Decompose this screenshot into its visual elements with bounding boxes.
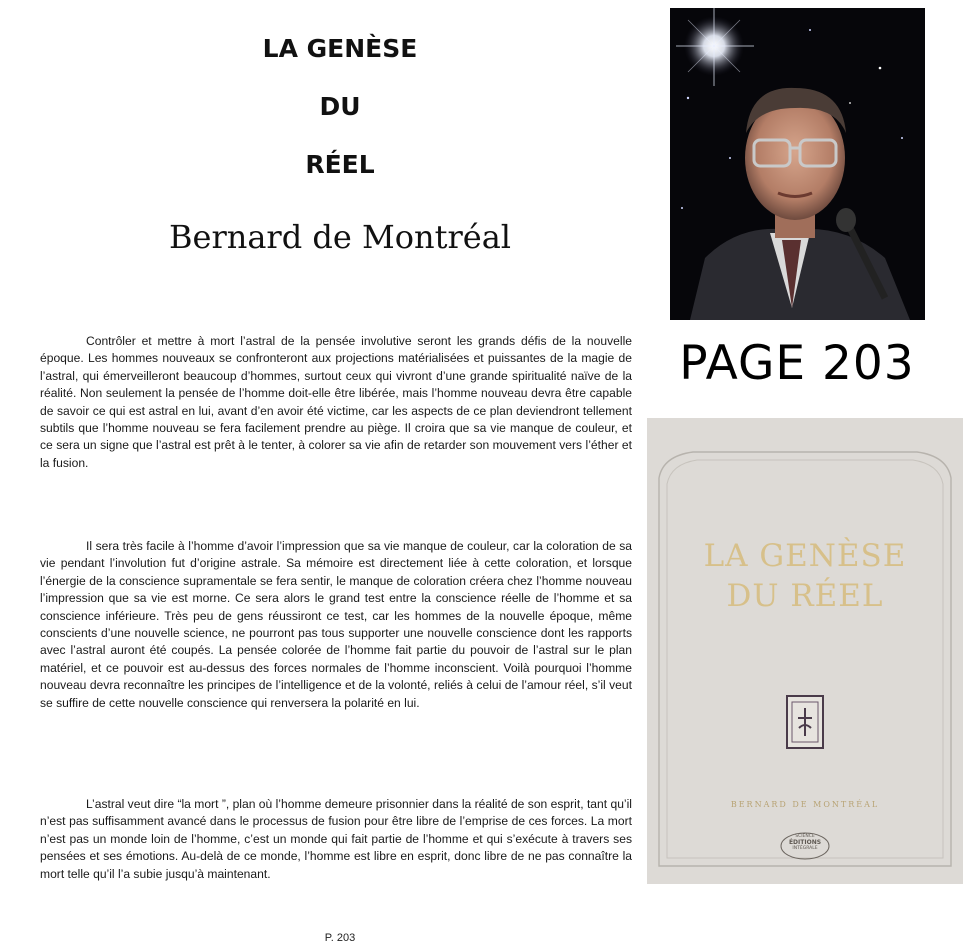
publisher-line-3: INTÉGRALE: [792, 846, 818, 851]
book-title-line-2: DU: [319, 92, 361, 121]
publisher-line-2: ÉDITIONS: [788, 839, 822, 846]
paragraph-1: Contrôler et mettre à mort l’astral de la pensée involutive seront les grands défis de la nouvelle époque. Les hommes nouveaux se confronteront aux projections matérialisées et puissantes de la magie de l’astral, qui émerveilleront beaucoup d’hommes, surtout ceux qui vivront d’une grande spiritualité naïve de la réalité. Non seulement la pensée de l’homme doit-elle être libérée, mais l’homme nouveau devra être capable de savoir ce qui est astral en lui, avant d’en avoir été victime, car les aspects de ce plan deviendront tellement subtils que l’homme nouveau se fera facilement prendre au piège. Il croira que sa vie manque de couleur, et ce sera un signe que l’astral est prêt à le tenter, à colorer sa vie afin de retarder son mouvement vers l’éther et la fusion.: [40, 334, 632, 470]
paragraph-2: Il sera très facile à l’homme d’avoir l’impression que sa vie manque de couleur, car la coloration de sa vie pendant l’involution fut d’origine astrale. Sa mémoire est directement liée à cette coloration, et lorsque l’énergie de la conscience supramentale se fera sentir, le manque de coloration créera chez l’homme nouveau l’impression que sa vie est morne. Ce sera alors le grand test entre la conscience réelle de l’homme et sa conscience inférieure. Très peu de gens réussiront ce test, car les hommes de la nouvelle époque, même conscients d’une nouvelle science, ne pourront pas tous supporter une nouvelle conscience dont les rapports avec l’astral auront été coupés. La pensée colorée de l’homme fait partie du pouvoir de l’astral sur le plan matériel, et ce pouvoir est au-dessus des forces normales de l’homme inconscient. Voilà pourquoi l’homme nouveau devra reconnaître les principes de l’intelligence et de la volonté, reliés à celui de l’amour réel, s’il veut se suffire de cette nouvelle conscience qui renversera la polarité en lui.: [40, 539, 632, 710]
author-photo: [670, 8, 925, 320]
page-label: PAGE 203: [679, 336, 915, 391]
publisher-logo: [775, 834, 835, 852]
cover-title-line-2: DU RÉEL: [726, 578, 884, 614]
book-title-line-3: RÉEL: [305, 150, 375, 179]
publisher-line-1: SCIENCE: [795, 834, 815, 839]
cover-title-line-1: LA GENÈSE: [703, 538, 907, 574]
cover-frame: [647, 418, 963, 884]
page-number-footer: P. 203: [324, 932, 356, 944]
paragraph-3: L’astral veut dire “la mort ”, plan où l’homme demeure prisonnier dans la réalité de son esprit, tant qu’il n’est pas suffisamment avancé dans le processus de fusion pour être libre de l’emprise de ces forces. La mort n’est pas un monde loin de l’homme, c’est un monde qui fait partie de l’homme et qui s’exécute à travers ses pensées et ses émotions. Au-delà de ce monde, l’homme est libre en esprit, donc libre de ne pas connaître la mort telle qu’il l’a subie jusqu’à maintenant.: [40, 797, 632, 881]
cover-author: BERNARD DE MONTRÉAL: [730, 800, 880, 809]
book-cover: [647, 418, 963, 884]
author-name: Bernard de Montréal: [168, 218, 512, 256]
book-title-line-1: LA GENÈSE: [262, 34, 418, 63]
